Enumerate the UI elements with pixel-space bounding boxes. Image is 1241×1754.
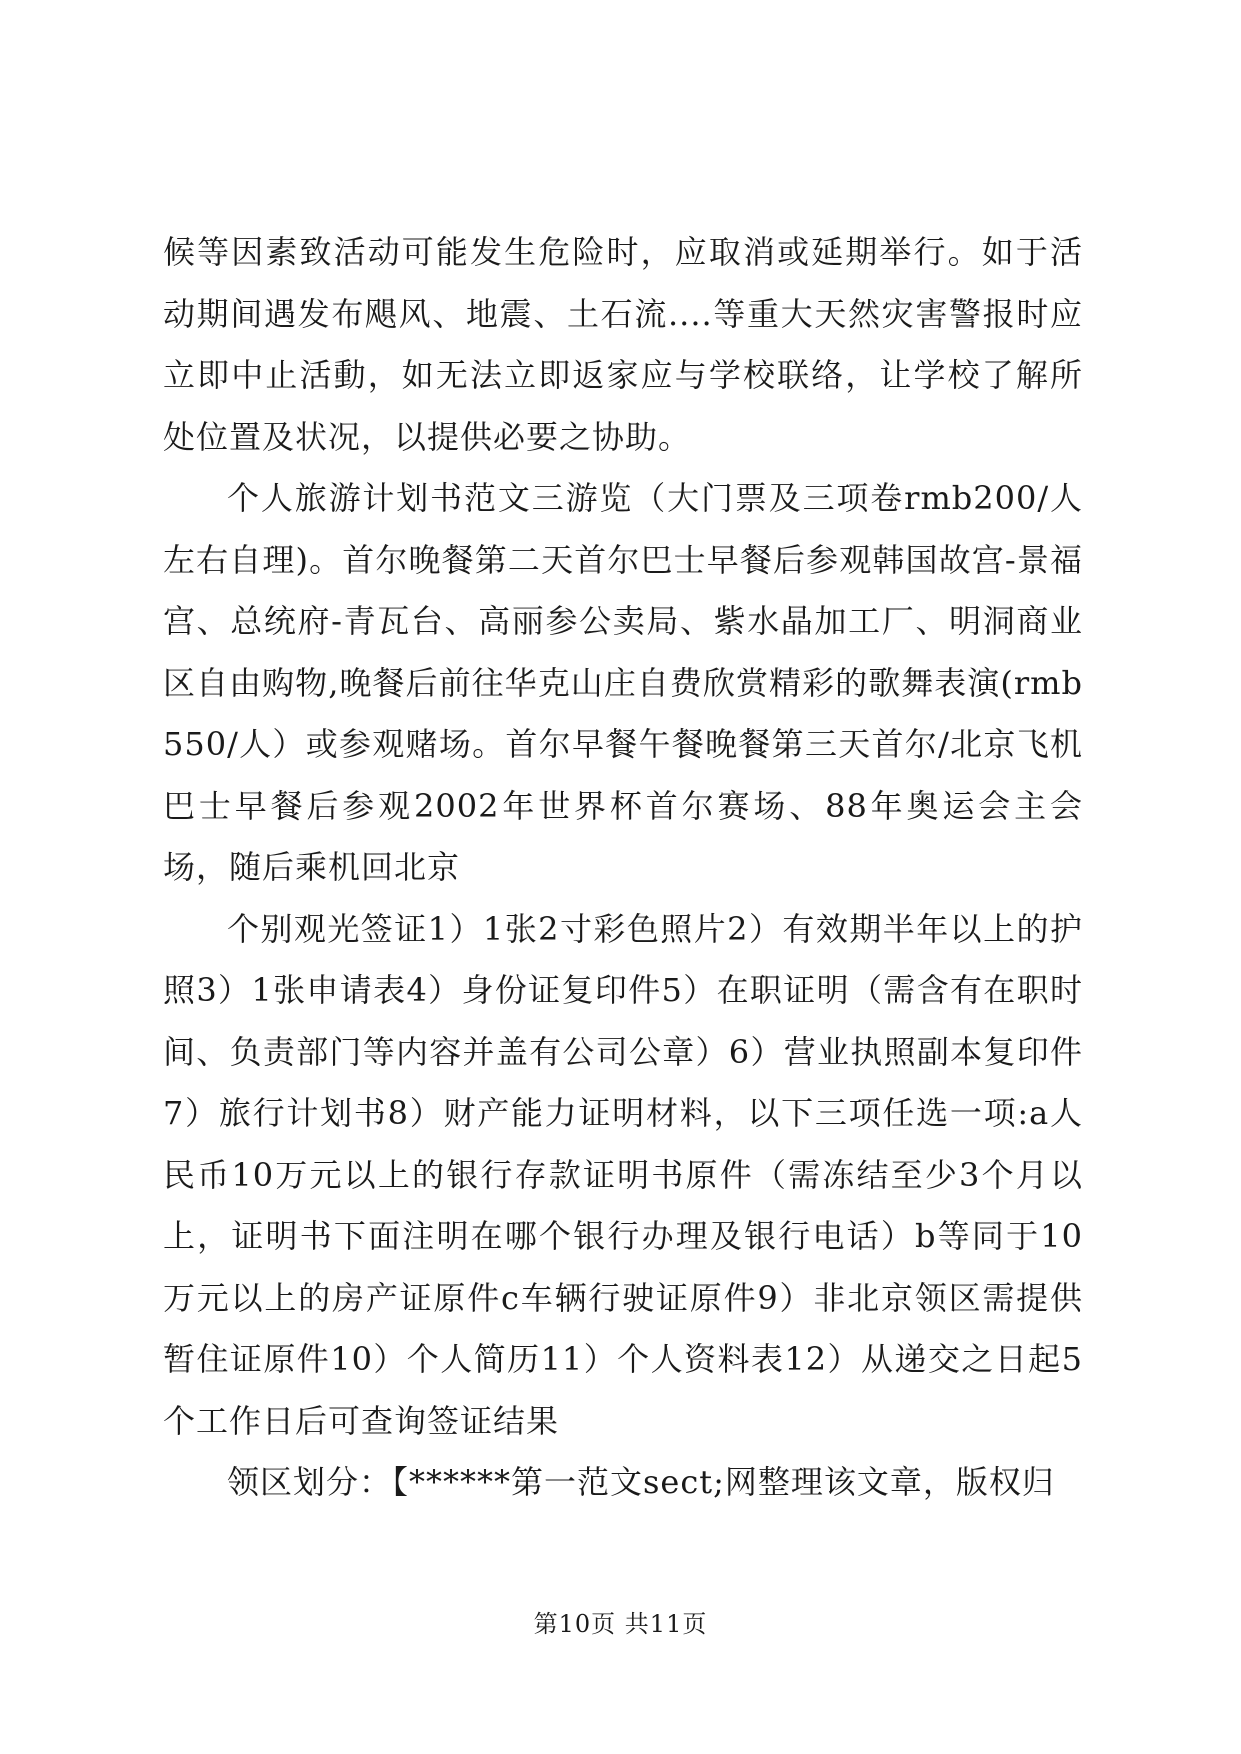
paragraph-activity-safety: 候等因素致活动可能发生危险时，应取消或延期举行。如于活动期间遇发布飓风、地震、土石流....等重大天然灾害警报时应立即中止活動，如无法立即返家应与学校联络，让学校了解所处位置及状况，以提供必要之协助。 bbox=[163, 233, 1083, 456]
paragraph-travel-itinerary: 个人旅游计划书范文三游览（大门票及三项卷rmb200/人左右自理)。首尔晚餐第二天首尔巴士早餐后参观韩国故宫-景福宫、总统府-青瓦台、高丽参公卖局、紫水晶加工厂、明洞商业区自由购物,晚餐后前往华克山庄自费欣赏精彩的歌舞表演(rmb550/人）或参观赌场。首尔早餐午餐晚餐第三天首尔/北京飞机巴士早餐后参观2002年世界杯首尔赛场、88年奥运会主会场，随后乘机回北京 bbox=[163, 479, 1083, 886]
paragraph-visa-requirements: 个别观光签证1）1张2寸彩色照片2）有效期半年以上的护照3）1张申请表4）身份证复印件5）在职证明（需含有在职时间、负责部门等内容并盖有公司公章）6）营业执照副本复印件7）旅行计划书8）财产能力证明材料，以下三项任选一项:a人民币10万元以上的银行存款证明书原件（需冻结至少3个月以上，证明书下面注明在哪个银行办理及银行电话）b等同于10万元以上的房产证原件c车辆行驶证原件9）非北京领区需提供暂住证原件10）个人简历11）个人资料表12）从递交之日起5个工作日后可查询签证结果 bbox=[163, 909, 1083, 1440]
page-number-footer: 第10页 共11页 bbox=[533, 1610, 708, 1638]
paragraph-consular-district: 领区划分：【******第一范文sect;网整理该文章，版权归 bbox=[227, 1463, 1055, 1501]
document-body bbox=[163, 222, 1083, 1514]
